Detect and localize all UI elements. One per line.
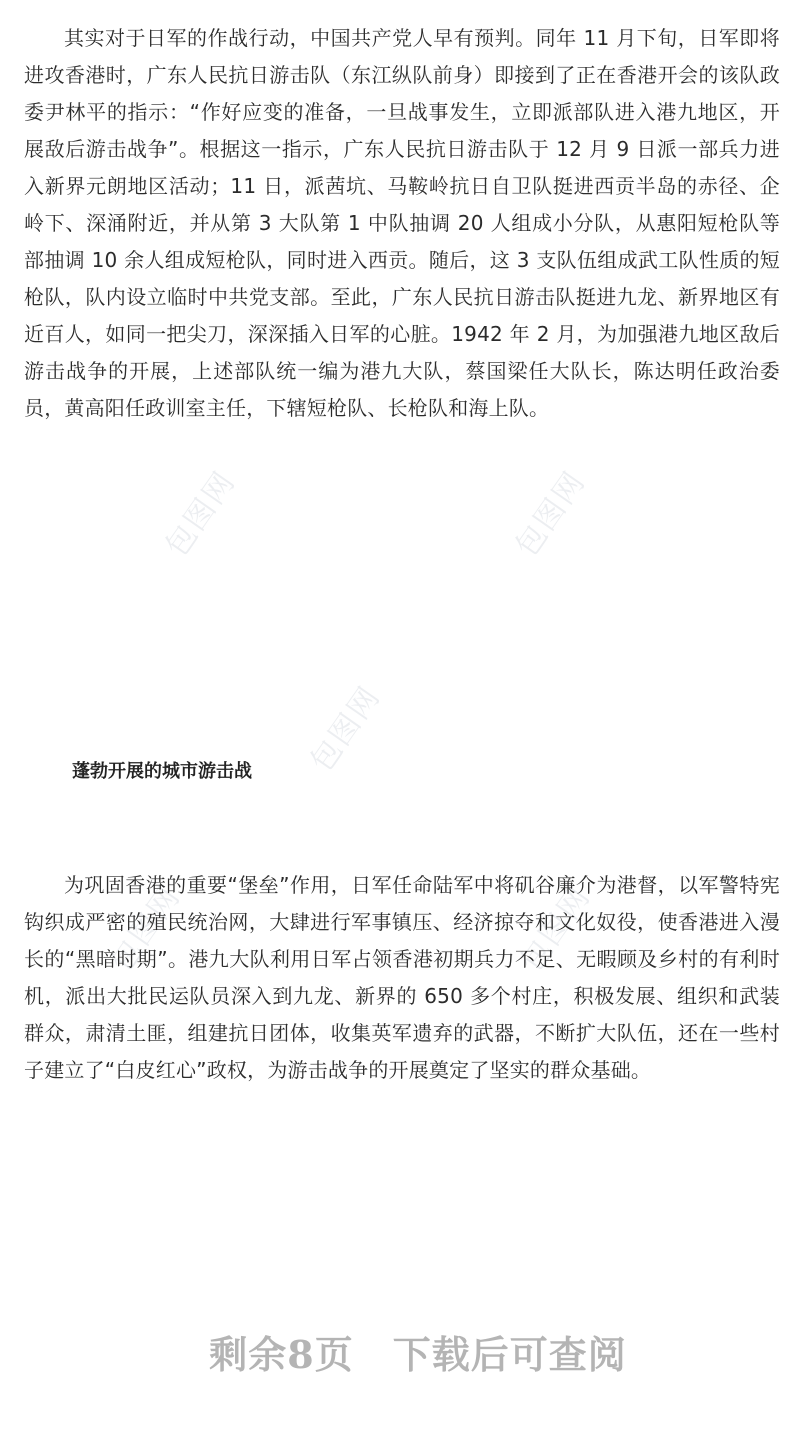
paragraph-2: 为巩固香港的重要“堡垒”作用，日军任命陆军中将矶谷廉介为港督，以军警特宪钩织成严密的殖民统治网，大肆进行军事镇压、经济掠夺和文化奴役，使香港进入漫长的“黑暗时期”。港九大队利用日军占领香港初期兵力不足、无暇顾及乡村的有利时机，派出大批民运队员深入到九龙、新界的 650 多个村庄，积极发展、组织和武装群众，肃清土匪，组建抗日团体，收集英军遗弃的武器，不断扩大队伍，还在一些村子建立了“白皮红心”政权，为游击战争的开展奠定了坚实的群众基础。	[24, 873, 780, 1082]
watermark: 包图网	[514, 879, 598, 979]
watermark: 包图网	[304, 679, 388, 779]
section-heading: 蓬勃开展的城市游击战	[72, 761, 252, 782]
remaining-pages-notice: 剩余8页 下载后可查阅	[209, 1332, 627, 1377]
paragraph-1: 其实对于日军的作战行动，中国共产党人早有预判。同年 11 月下旬，日军即将进攻香港时，广东人民抗日游击队（东江纵队前身）即接到了正在香港开会的该队政委尹林平的指示：“作好应变的准备，一旦战事发生，立即派部队进入港九地区，开展敌后游击战争”。根据这一指示，广东人民抗日游击队于 12 月 9 日派一部兵力进入新界元朗地区活动；11 日，派茜坑、马鞍岭抗日自卫队挺进西贡半岛的赤径、企岭下、深涌附近，并从第 3 大队第 1 中队抽调 20 人组成小分队，从惠阳短枪队等部抽调 10 余人组成短枪队，同时进入西贡。随后，这 3 支队伍组成武工队性质的短枪队，队内设立临时中共党支部。至此，广东人民抗日游击队挺进九龙、新界地区有近百人，如同一把尖刀，深深插入日军的心脏。1942 年 2 月，为加强港九地区敌后游击战争的开展，上述部队统一编为港九大队，蔡国梁任大队长，陈达明任政治委员，黄高阳任政训室主任，下辖短枪队、长枪队和海上队。	[24, 26, 780, 420]
watermark: 包图网	[509, 464, 593, 564]
watermark: 包图网	[104, 879, 188, 979]
watermark: 包图网	[159, 464, 243, 564]
